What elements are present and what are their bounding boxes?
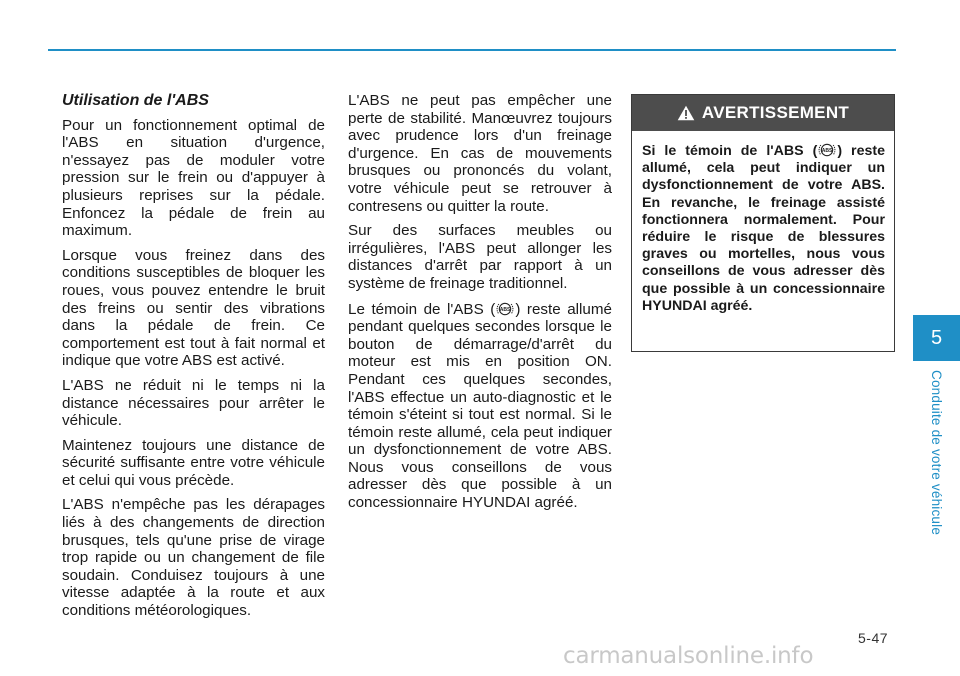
paragraph: Pour un fonctionnement optimal de l'ABS en situation d'urgence, n'essayez pas de moduler votre pression sur le frein ou d'appuyer à plusieurs reprises sur la pédale. Enfoncez la pédale de frein au maximum. [62, 116, 325, 240]
warning-box [631, 94, 895, 352]
paragraph-text: Le témoin de l'ABS ( [348, 300, 496, 318]
watermark: carmanualsonline.info [563, 643, 814, 669]
column-middle [348, 92, 612, 519]
header-rule [48, 49, 896, 51]
warning-header [632, 95, 894, 131]
column-left [62, 92, 325, 627]
paragraph: Maintenez toujours une distance de sécurité suffisante entre votre véhicule et celui qui vous précède. [62, 436, 325, 489]
paragraph-text: ) reste allumé pendant quelques secondes lorsque le bouton de démarrage/d'arrêt du moteur est mis en position ON. Pendant ces quelques secondes, l'ABS effectue un auto-diagnostic et le témoin s'éteint si tout est normal. Si le témoin reste allumé, cela peut indiquer un dysfonctionnement de votre ABS. Nous vous conseillons de vous adresser dès que possible à un concessionnaire HYUNDAI agréé. [348, 300, 612, 512]
warning-text [632, 131, 894, 315]
paragraph: L'ABS n'empêche pas les dérapages liés à des changements de direction brusques, tels qu'une prise de virage trop rapide ou un changement de file soudain. Conduisez toujours à une vitesse adaptée à la route et aux conditions météorologiques. [62, 496, 325, 620]
warning-text-part: ) reste allumé, cela peut indiquer un dysfonctionnement de votre ABS. En revanche, le freinage assisté fonctionnera normalement. Pour réduire le risque de blessures graves ou mortelles, nous vous conseillons de vous adresser dès que possible à un concessionnaire HYUNDAI agréé. [642, 143, 885, 314]
paragraph [348, 300, 612, 512]
chapter-label: Conduite de votre véhicule [929, 370, 944, 536]
abs-icon-text: ABS [500, 306, 511, 313]
abs-warning-light-icon [496, 300, 514, 318]
paragraph: L'ABS ne peut pas empêcher une perte de stabilité. Manœuvrez toujours avec prudence lors d'un freinage d'urgence. En cas de mouvements brusques ou prononcés du volant, votre véhicule peut se retrouver à contresens ou quitter la route. [348, 92, 612, 215]
paragraph: Lorsque vous freinez dans des conditions susceptibles de bloquer les roues, vous pouvez entendre le bruit des freins ou sentir des vibrations dans la pédale de frein. Ce comportement est tout à fait normal et indique que votre ABS est activé. [62, 246, 325, 370]
warning-title: AVERTISSEMENT [701, 103, 850, 122]
page-number: 5-47 [858, 630, 889, 646]
abs-warning-light-icon [818, 141, 836, 159]
paragraph: L'ABS ne réduit ni le temps ni la distance nécessaires pour arrêter le véhicule. [62, 376, 325, 430]
warning-text-part: Si le témoin de l'ABS ( [642, 143, 818, 159]
warning-triangle-icon [677, 105, 695, 121]
chapter-tab: 5 [913, 315, 960, 361]
abs-icon-text: ABS [822, 147, 833, 154]
paragraph: Sur des surfaces meubles ou irrégulières, l'ABS peut allonger les distances d'arrêt par rapport à un système de freinage traditionnel. [348, 222, 612, 292]
section-heading: Utilisation de l'ABS [62, 92, 209, 109]
